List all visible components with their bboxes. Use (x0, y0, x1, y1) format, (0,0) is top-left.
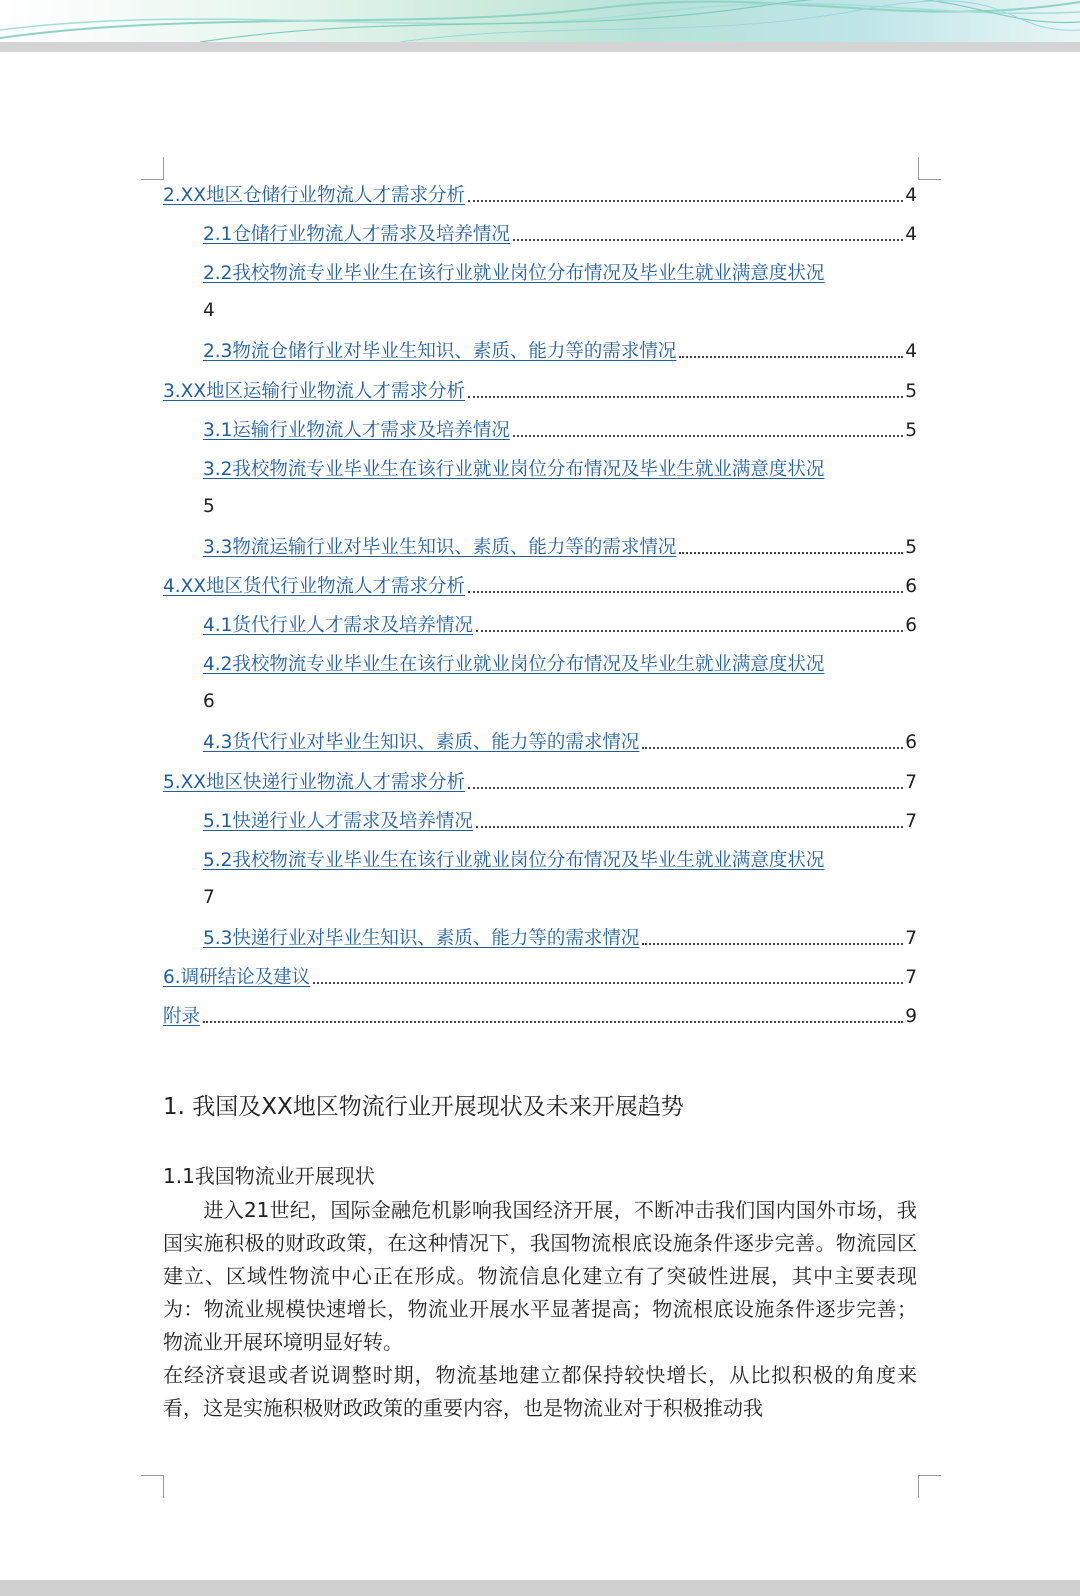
toc-leader-dots (468, 199, 903, 202)
toc-entry-page-number: 7 (203, 886, 215, 908)
toc-entry[interactable] (163, 377, 917, 405)
toc-leader-dots (679, 355, 903, 358)
toc-entry[interactable] (203, 416, 917, 444)
toc-leader-dots (642, 942, 903, 945)
toc-entry[interactable] (203, 611, 917, 639)
toc-entry[interactable] (203, 728, 917, 756)
toc-entry-page-number: 5 (905, 536, 917, 558)
toc-entry-page-number: 5 (905, 419, 917, 441)
toc-entry-link[interactable]: 5.2我校物流专业毕业生在该行业就业岗位分布情况及毕业生就业满意度状况 (203, 849, 825, 871)
toc-entry-page-number: 7 (905, 967, 917, 988)
toc-entry-link[interactable]: 2.XX地区仓储行业物流人才需求分析 (163, 185, 465, 206)
toc-entry-link[interactable]: 3.3物流运输行业对毕业生知识、素质、能力等的需求情况 (203, 536, 677, 558)
toc-entry-page-number: 7 (905, 771, 917, 793)
toc-entry-page-number: 6 (905, 615, 917, 637)
toc-leader-dots (513, 238, 903, 241)
toc-entry-link[interactable]: 2.1仓储行业物流人才需求及培养情况 (203, 224, 510, 246)
toc-entry-link[interactable]: 6.调研结论及建议 (163, 967, 311, 988)
toc-leader-dots (476, 825, 903, 828)
crop-mark-bottom-right (918, 1475, 941, 1498)
toc-entry-page-number: 6 (905, 576, 917, 597)
toc-entry-link[interactable]: 4.2我校物流专业毕业生在该行业就业岗位分布情况及毕业生就业满意度状况 (203, 654, 825, 676)
toc-entry-link[interactable]: 3.2我校物流专业毕业生在该行业就业岗位分布情况及毕业生就业满意度状况 (203, 458, 825, 480)
toc-entry[interactable] (203, 533, 917, 561)
toc-entry[interactable] (203, 807, 917, 835)
toc-entry[interactable] (203, 259, 917, 287)
toc-leader-dots (513, 434, 903, 437)
body-paragraph-2: 在经济衰退或者说调整时期，物流基地建立都保持较快增长，从比拟积极的角度来看，这是实施积极财政政策的重要内容，也是物流业对于积极推动我 (163, 1363, 917, 1420)
toc-leader-dots (203, 1020, 903, 1023)
toc-leader-dots (313, 981, 903, 984)
toc-entry-page-number: 7 (905, 810, 917, 832)
section-heading-1-1: 1.1我国物流业开展现状 (163, 1164, 375, 1188)
toc-entry-page-number: 4 (905, 224, 917, 246)
toc-leader-dots (468, 590, 903, 593)
toc-leader-dots (679, 551, 903, 554)
toc-entry-page-number: 5 (905, 380, 917, 402)
toc-entry-link[interactable]: 附录 (163, 1006, 201, 1028)
toc-entry-link[interactable]: 5.XX地区快递行业物流人才需求分析 (163, 771, 465, 793)
toc-entry[interactable] (203, 846, 917, 874)
toc-entry[interactable] (203, 650, 917, 678)
toc-leader-dots (468, 395, 903, 398)
toc-entry-page-number: 9 (905, 1006, 917, 1028)
crop-mark-bottom-left (141, 1475, 164, 1498)
toc-entry[interactable] (163, 1002, 917, 1030)
toc-entry-page-number: 6 (905, 732, 917, 754)
toc-leader-dots (468, 786, 903, 789)
toc-entry-page-number: 7 (905, 927, 917, 949)
wave-decoration-icon (0, 0, 1080, 42)
body-paragraph-1: 进入21世纪，国际金融危机影响我国经济开展，不断冲击我们国内国外市场，我国实施积极的财政政策，在这种情况下，我国物流根底设施条件逐步完善。物流园区建立、区域性物流中心正在形成。物流信息化建立有了突破性进展，其中主要表现为：物流业规模快速增长，物流业开展水平显著提高；物流根底设施条件逐步完善；物流业开展环境明显好转。 (163, 1198, 917, 1354)
toc-entry[interactable] (163, 572, 917, 600)
toc-entry-page-number: 6 (203, 691, 215, 713)
section-heading-1: 1. 我国及XX地区物流行业开展现状及未来开展趋势 (163, 1094, 684, 1120)
toc-entry-link[interactable]: 3.1运输行业物流人才需求及培养情况 (203, 419, 510, 441)
toc-entry[interactable] (203, 924, 917, 952)
top-banner-decoration (0, 0, 1080, 42)
toc-entry[interactable] (163, 768, 917, 796)
crop-mark-top-left (141, 157, 164, 180)
toc-entry-link[interactable]: 2.2我校物流专业毕业生在该行业就业岗位分布情况及毕业生就业满意度状况 (203, 263, 825, 285)
toc-entry-link[interactable]: 5.3快递行业对毕业生知识、素质、能力等的需求情况 (203, 927, 640, 949)
toc-entry-link[interactable]: 4.3货代行业对毕业生知识、素质、能力等的需求情况 (203, 732, 640, 754)
crop-mark-top-right (918, 157, 941, 180)
toc-entry-link[interactable]: 4.1货代行业人才需求及培养情况 (203, 615, 473, 637)
toc-entry-page-number: 4 (905, 341, 917, 363)
toc-leader-dots (642, 746, 903, 749)
toc-entry-link[interactable]: 4.XX地区货代行业物流人才需求分析 (163, 576, 465, 597)
bottom-strip (0, 1580, 1080, 1596)
toc-entry-link[interactable]: 2.3物流仓储行业对毕业生知识、素质、能力等的需求情况 (203, 341, 677, 363)
toc-leader-dots (476, 629, 903, 632)
toc-entry[interactable] (163, 963, 917, 991)
toc-entry[interactable] (203, 220, 917, 248)
toc-entry-link[interactable]: 3.XX地区运输行业物流人才需求分析 (163, 380, 465, 402)
toc-entry[interactable] (203, 337, 917, 365)
toc-entry-link[interactable]: 5.1快递行业人才需求及培养情况 (203, 810, 473, 832)
document-page (0, 52, 1080, 1580)
toc-entry[interactable] (203, 455, 917, 483)
toc-entry[interactable] (163, 181, 917, 209)
toc-entry-page-number: 4 (905, 185, 917, 206)
toc-entry-page-number: 5 (203, 495, 215, 517)
toc-entry-page-number: 4 (203, 300, 215, 322)
